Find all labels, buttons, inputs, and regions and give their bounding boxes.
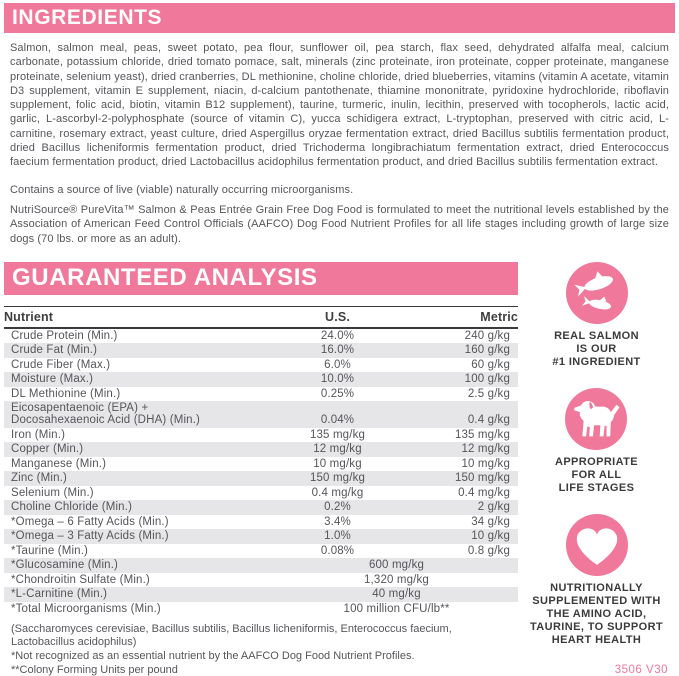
dog-icon xyxy=(565,388,627,450)
nutrient-name: *Omega – 6 Fatty Acids (Min.) xyxy=(11,515,169,528)
badge-caption-line: SUPPLEMENTED WITH xyxy=(532,594,661,607)
nutrient-name: *Chondroitin Sulfate (Min.) xyxy=(11,573,150,586)
guaranteed-analysis-section xyxy=(4,262,518,676)
badge-caption-line: APPROPRIATE xyxy=(554,455,639,468)
table-row xyxy=(4,529,518,544)
nutrient-value-metric: 2 g/kg xyxy=(477,501,510,514)
table-row xyxy=(4,471,518,486)
footnotes xyxy=(4,623,482,676)
nutrient-value-metric: 100 g/kg xyxy=(464,373,510,386)
nutrient-value-metric: 10 mg/kg xyxy=(461,457,510,470)
column-header-nutrient: Nutrient xyxy=(4,306,275,328)
nutrient-name: Copper (Min.) xyxy=(11,443,84,456)
badge-heart-health xyxy=(530,514,663,647)
nutrient-name: Crude Protein (Min.) xyxy=(11,329,118,342)
table-row xyxy=(4,602,518,617)
nutrient-value-metric: 0.4 g/kg xyxy=(467,414,510,427)
nutrient-value-us: 3.4% xyxy=(324,515,351,528)
nutrient-value-us: 24.0% xyxy=(320,329,355,342)
nutrient-value: 600 mg/kg xyxy=(368,559,425,572)
nutrient-value-metric: 2.5 g/kg xyxy=(467,387,510,400)
nutrient-value-us: 150 mg/kg xyxy=(309,472,366,485)
ingredients-list: Salmon, salmon meal, peas, sweet potato, pea flour, sunflower oil, pea starch, flax seed, dehydrated alfalfa meal, calcium carbonate, potassium chloride, dried tomato pomace, salt, minerals (zinc proteinate, iron proteinate, copper proteinate, manganese proteinate, selenium yeast), dried cranberries, DL methionine, choline chloride, dried blueberries, vitamins (vitamin A acetate, vitamin D3 supplement, vitamin E supplement, niacin, d-calcium pantothenate, thiamine mononitrate, pyridoxine hydrochloride, riboflavin supplement, folic acid, biotin, vitamin B12 supplement), taurine, turmeric, inulin, lecithin, preserved with tocopherols, lactic acid, garlic, L-ascorbyl-2-polyphosphate (source of vitamin C), yucca schidigera extract, L-tryptophan, preserved with citric acid, L-carnitine, rosemary extract, yeast culture, dried Aspergillus oryzae fermentation extract, dried Bacillus subtilis fermentation product, dried Bacillus licheniformis fermentation product, dried Trichoderma longibrachiatum fermentation extract, dried Enterococcus faecium fermentation product, dried Lactobacillus acidophilus fermentation product, and dried Bacillus subtilis fermentation extract. xyxy=(10,42,669,169)
nutrient-value: 100 million CFU/lb** xyxy=(343,602,450,615)
nutrient-name: *L-Carnitine (Min.) xyxy=(11,588,108,601)
nutrient-value-us: 0.25% xyxy=(320,387,355,400)
badge-caption-line: #1 INGREDIENT xyxy=(552,355,641,368)
nutrient-value-us: 0.08% xyxy=(320,544,355,557)
nutrient-name: Moisture (Max.) xyxy=(11,373,94,386)
nutrient-value-metric: 160 g/kg xyxy=(464,344,510,357)
nutrient-value-metric: 34 g/kg xyxy=(471,515,510,528)
ingredients-header xyxy=(4,3,675,33)
guaranteed-analysis-header xyxy=(4,262,518,295)
column-header-us: U.S. xyxy=(275,306,400,328)
guaranteed-analysis-title: GUARANTEED ANALYSIS xyxy=(12,264,318,292)
nutrient-value-us: 0.2% xyxy=(324,501,351,514)
badge-caption-line: IS OUR xyxy=(576,342,617,355)
table-row xyxy=(4,544,518,559)
nutrient-name: Selenium (Min.) xyxy=(11,486,94,499)
badge-caption-line: NUTRITIONALLY xyxy=(550,581,643,594)
footnote: *Not recognized as an essential nutrient by the AAFCO Dog Food Nutrient Profiles. xyxy=(11,650,415,663)
nutrient-value-us: 12 mg/kg xyxy=(313,443,362,456)
table-row xyxy=(4,401,518,428)
nutrient-name: *Glucosamine (Min.) xyxy=(11,559,119,572)
nutrient-value-metric: 150 mg/kg xyxy=(454,472,510,485)
nutrient-value-us: 16.0% xyxy=(320,344,355,357)
nutrient-name: Eicosapentaenoic (EPA) + Docosahexaenoic Acid (DHA) (Min.) xyxy=(11,402,201,427)
badge-caption-line: TAURINE, TO SUPPORT xyxy=(529,620,664,633)
badge-caption-line: FOR ALL xyxy=(571,468,622,481)
product-code: 3506 V30 xyxy=(614,663,668,676)
nutrient-name: Crude Fiber (Max.) xyxy=(11,358,111,371)
badge-caption xyxy=(555,456,638,495)
table-row xyxy=(4,358,518,373)
table-row xyxy=(4,500,518,515)
nutrient-value-metric: 135 mg/kg xyxy=(454,428,510,441)
nutrient-value-metric: 240 g/kg xyxy=(464,329,510,342)
table-row xyxy=(4,587,518,602)
badge-real-salmon xyxy=(552,262,640,369)
footnote: (Saccharomyces cerevisiae, Bacillus subtilis, Bacillus licheniformis, Enterococcus faecium, Lactobacillus acidophilus) xyxy=(11,623,452,649)
lower-section xyxy=(4,262,675,676)
table-row xyxy=(4,428,518,443)
table-row xyxy=(4,486,518,501)
nutrient-value-us: 0.04% xyxy=(320,414,355,427)
table-row xyxy=(4,515,518,530)
nutrient-name: *Taurine (Min.) xyxy=(11,544,89,557)
badge-caption-line: HEART HEALTH xyxy=(551,633,642,646)
aafco-statement: NutriSource® PureVita™ Salmon & Peas Entrée Grain Free Dog Food is formulated to meet the nutritional levels established by the Association of American Feed Control Officials (AAFCO) Dog Food Nutrient Profiles for all life stages including growth of large size dogs (70 lbs. or more as an adult). xyxy=(10,203,669,245)
benefits-sidebar xyxy=(518,262,675,676)
nutrient-value-us: 6.0% xyxy=(324,358,351,371)
nutrient-value-us: 1.0% xyxy=(324,530,351,543)
table-row xyxy=(4,343,518,358)
column-header-metric: Metric xyxy=(400,306,518,328)
nutrient-name: Zinc (Min.) xyxy=(11,472,67,485)
nutrient-value-us: 0.4 mg/kg xyxy=(311,486,364,499)
nutrient-name: DL Methionine (Min.) xyxy=(11,387,121,400)
badge-caption xyxy=(530,582,663,647)
nutrient-name: *Omega – 3 Fatty Acids (Min.) xyxy=(11,530,169,543)
guaranteed-analysis-table xyxy=(4,306,518,617)
nutrient-value-metric: 60 g/kg xyxy=(471,358,510,371)
salmon-icon xyxy=(566,262,628,324)
nutrient-name: *Total Microorganisms (Min.) xyxy=(11,602,161,615)
nutrient-name: Iron (Min.) xyxy=(11,428,66,441)
nutrient-value-metric: 10 g/kg xyxy=(471,530,510,543)
heart-icon xyxy=(566,514,628,576)
badge-caption-line: LIFE STAGES xyxy=(558,481,635,494)
nutrient-value: 1,320 mg/kg xyxy=(364,573,429,586)
badge-caption-line: REAL SALMON xyxy=(554,329,639,342)
badge-caption xyxy=(552,330,640,369)
table-row xyxy=(4,442,518,457)
nutrient-value-metric: 12 mg/kg xyxy=(461,443,510,456)
nutrient-value: 40 mg/kg xyxy=(372,588,421,601)
table-row xyxy=(4,387,518,402)
table-row xyxy=(4,558,518,573)
table-row xyxy=(4,328,518,344)
ingredients-title: INGREDIENTS xyxy=(12,6,163,29)
nutrient-value-us: 135 mg/kg xyxy=(309,428,366,441)
table-row xyxy=(4,573,518,588)
table-row xyxy=(4,372,518,387)
footnote: **Colony Forming Units per pound xyxy=(11,664,178,676)
table-row xyxy=(4,457,518,472)
nutrient-value-metric: 0.4 mg/kg xyxy=(458,486,510,499)
ga-table-body xyxy=(4,328,518,617)
table-header-row xyxy=(4,306,518,328)
nutrient-name: Choline Chloride (Min.) xyxy=(11,501,133,514)
badge-life-stages xyxy=(555,388,638,495)
nutrient-name: Crude Fat (Min.) xyxy=(11,344,98,357)
nutrient-value-metric: 0.8 g/kg xyxy=(467,544,510,557)
nutrient-value-us: 10 mg/kg xyxy=(313,457,362,470)
nutrient-value-us: 10.0% xyxy=(320,373,355,386)
microorganisms-note: Contains a source of live (viable) naturally occurring microorganisms. xyxy=(10,183,354,196)
badge-caption-line: THE AMINO ACID, xyxy=(546,607,647,620)
nutrient-name: Manganese (Min.) xyxy=(11,457,107,470)
